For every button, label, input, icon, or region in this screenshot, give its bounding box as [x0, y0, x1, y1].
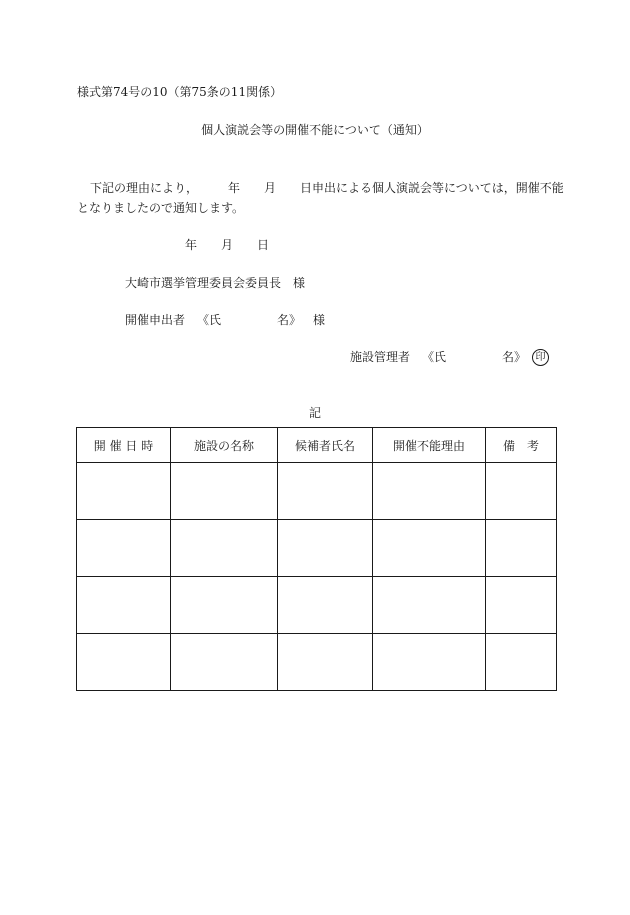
- applicant-name-open: 《氏: [197, 313, 222, 327]
- applicant-name-close: 名》: [277, 313, 302, 327]
- table-cell[interactable]: [77, 463, 171, 520]
- header-candidate-name: 候補者氏名: [278, 428, 373, 463]
- body-text-line-1: [90, 180, 564, 196]
- table-cell[interactable]: [171, 634, 278, 691]
- table-header-row: [77, 428, 557, 463]
- applicant-line: [125, 312, 325, 328]
- table-cell[interactable]: [373, 520, 486, 577]
- table-cell[interactable]: [486, 520, 557, 577]
- table-cell[interactable]: [486, 577, 557, 634]
- table-cell[interactable]: [373, 577, 486, 634]
- table-cell[interactable]: [486, 463, 557, 520]
- table-row: [77, 463, 557, 520]
- year-unit: 年: [228, 181, 241, 195]
- table-cell[interactable]: [171, 577, 278, 634]
- date-month: 月: [221, 238, 234, 252]
- document-title: 個人演説会等の開催不能について（通知）: [201, 123, 429, 137]
- table-cell[interactable]: [278, 577, 373, 634]
- date-line: [185, 237, 269, 253]
- facility-manager-label: 施設管理者: [350, 350, 411, 364]
- table-cell[interactable]: [278, 634, 373, 691]
- header-date-time: 開 催 日 時: [77, 428, 171, 463]
- addressee: 大崎市選挙管理委員会委員長 様: [125, 276, 306, 290]
- body-text-end: 日申出による個人演説会等については，開催不能: [300, 181, 564, 195]
- table-row: [77, 634, 557, 691]
- month-unit: 月: [264, 181, 277, 195]
- table-cell[interactable]: [373, 463, 486, 520]
- applicant-label: 開催申出者: [125, 313, 186, 327]
- header-remarks: 備 考: [486, 428, 557, 463]
- table-cell[interactable]: [171, 520, 278, 577]
- form-number: 様式第74号の10（第75条の11関係）: [77, 85, 283, 99]
- applicant-honorific: 様: [313, 313, 326, 327]
- table-cell[interactable]: [77, 520, 171, 577]
- header-facility-name: 施設の名称: [171, 428, 278, 463]
- facility-manager-name-close: 名》: [502, 350, 527, 364]
- table-cell[interactable]: [278, 520, 373, 577]
- table-cell[interactable]: [373, 634, 486, 691]
- seal-mark: 印: [532, 349, 549, 366]
- body-text-start: 下記の理由により，: [90, 181, 199, 195]
- table-cell[interactable]: [486, 634, 557, 691]
- date-day: 日: [257, 238, 270, 252]
- table-row: [77, 577, 557, 634]
- table-cell[interactable]: [77, 577, 171, 634]
- facility-manager-name-open: 《氏: [422, 350, 447, 364]
- date-year: 年: [185, 238, 198, 252]
- ki-heading: 記: [308, 406, 321, 420]
- record-table: [76, 427, 557, 691]
- header-reason: 開催不能理由: [373, 428, 486, 463]
- body-text-line-2: となりましたので通知します。: [77, 201, 245, 215]
- table-cell[interactable]: [278, 463, 373, 520]
- table-row: [77, 520, 557, 577]
- table-cell[interactable]: [171, 463, 278, 520]
- table-cell[interactable]: [77, 634, 171, 691]
- facility-manager-line: [350, 349, 549, 366]
